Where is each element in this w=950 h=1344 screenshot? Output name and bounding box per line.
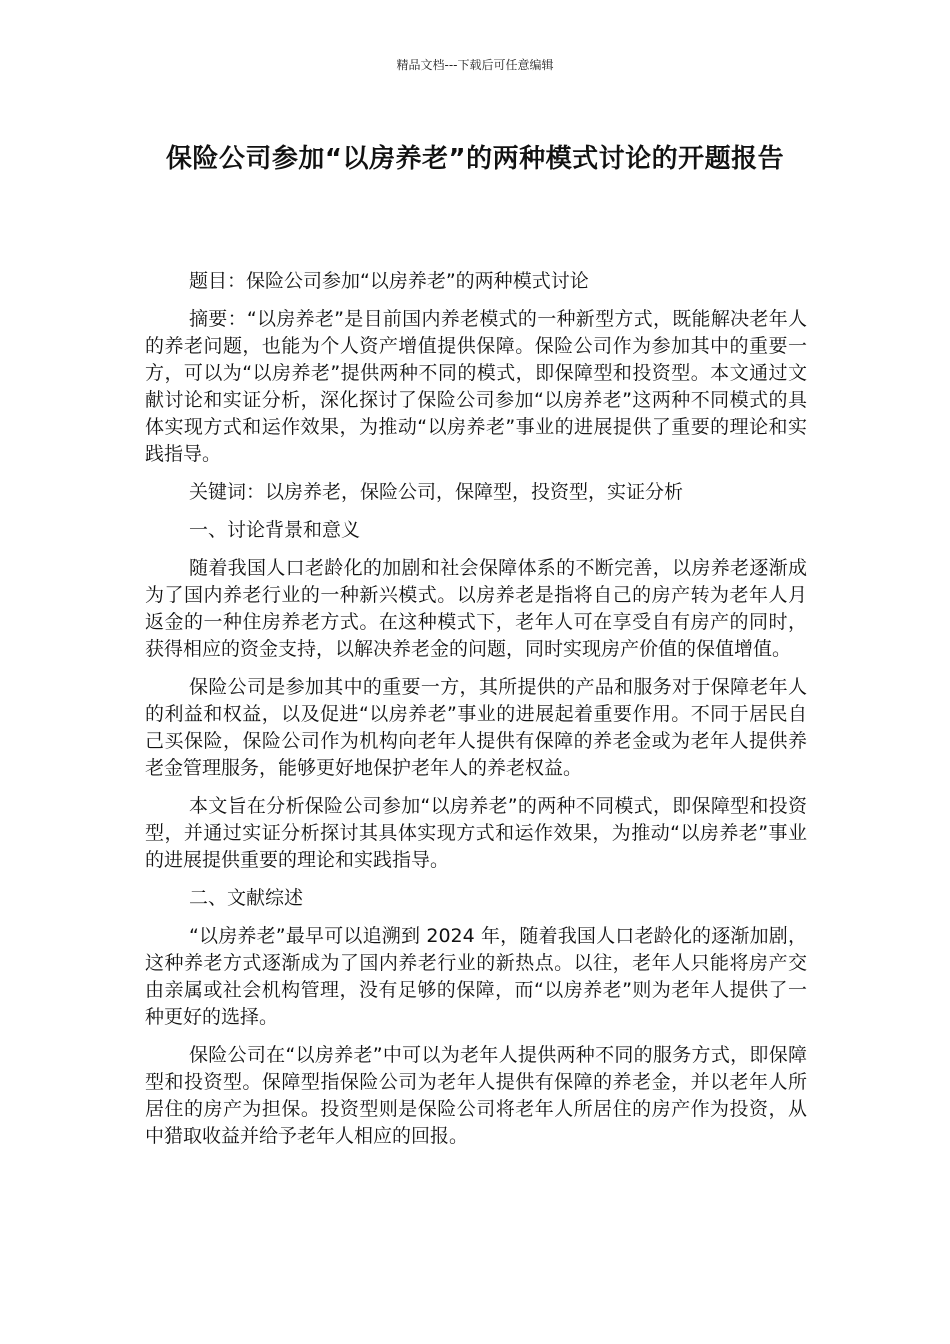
page-header: 精品文档---下载后可任意编辑 bbox=[396, 58, 554, 72]
section-heading-literature: 二、文献综述 bbox=[189, 887, 304, 909]
background-paragraph-1: 随着我国人口老龄化的加剧和社会保障体系的不断完善，以房养老逐渐成为了国内养老行业的一种新兴模式。以房养老是指将自己的房产转为老年人月返金的一种住房养老方式。在这种模式下，老年人可在享受自有房产的同时，获得相应的资金支持，以解决养老金的问题，同时实现房产价值的保值增值。 bbox=[145, 557, 807, 660]
topic-line: 题目：保险公司参加“以房养老”的两种模式讨论 bbox=[189, 270, 589, 292]
literature-paragraph-1: “以房养老”最早可以追溯到 2024 年，随着我国人口老龄化的逐渐加剧，这种养老方式逐渐成为了国内养老行业的新热点。以往，老年人只能将房产交由亲属或社会机构管理，没有足够的保障，而“以房养老”则为老年人提供了一种更好的选择。 bbox=[145, 925, 807, 1028]
document-body bbox=[145, 268, 807, 1161]
background-paragraph-2: 保险公司是参加其中的重要一方，其所提供的产品和服务对于保障老年人的利益和权益，以及促进“以房养老”事业的进展起着重要作用。不同于居民自己买保险，保险公司作为机构向老年人提供有保障的养老金或为老年人提供养老金管理服务，能够更好地保护老年人的养老权益。 bbox=[145, 676, 807, 779]
keywords-line: 关键词：以房养老，保险公司，保障型，投资型，实证分析 bbox=[189, 481, 684, 503]
section-heading-background: 一、讨论背景和意义 bbox=[189, 519, 361, 541]
abstract-paragraph: 摘要：“以房养老”是目前国内养老模式的一种新型方式，既能解决老年人的养老问题，也能为个人资产增值提供保障。保险公司作为参加其中的重要一方，可以为“以房养老”提供两种不同的模式，即保障型和投资型。本文通过文献讨论和实证分析，深化探讨了保险公司参加“以房养老”这两种不同模式的具体实现方式和运作效果，为推动“以房养老”事业的进展提供了重要的理论和实践指导。 bbox=[145, 308, 807, 465]
background-paragraph-3: 本文旨在分析保险公司参加“以房养老”的两种不同模式，即保障型和投资型，并通过实证分析探讨其具体实现方式和运作效果，为推动“以房养老”事业的进展提供重要的理论和实践指导。 bbox=[145, 795, 807, 871]
literature-paragraph-2: 保险公司在“以房养老”中可以为老年人提供两种不同的服务方式，即保障型和投资型。保障型指保险公司为老年人提供有保障的养老金，并以老年人所居住的房产为担保。投资型则是保险公司将老年人所居住的房产作为投资，从中猎取收益并给予老年人相应的回报。 bbox=[145, 1044, 807, 1147]
document-title: 保险公司参加“以房养老”的两种模式讨论的开题报告 bbox=[165, 144, 785, 174]
